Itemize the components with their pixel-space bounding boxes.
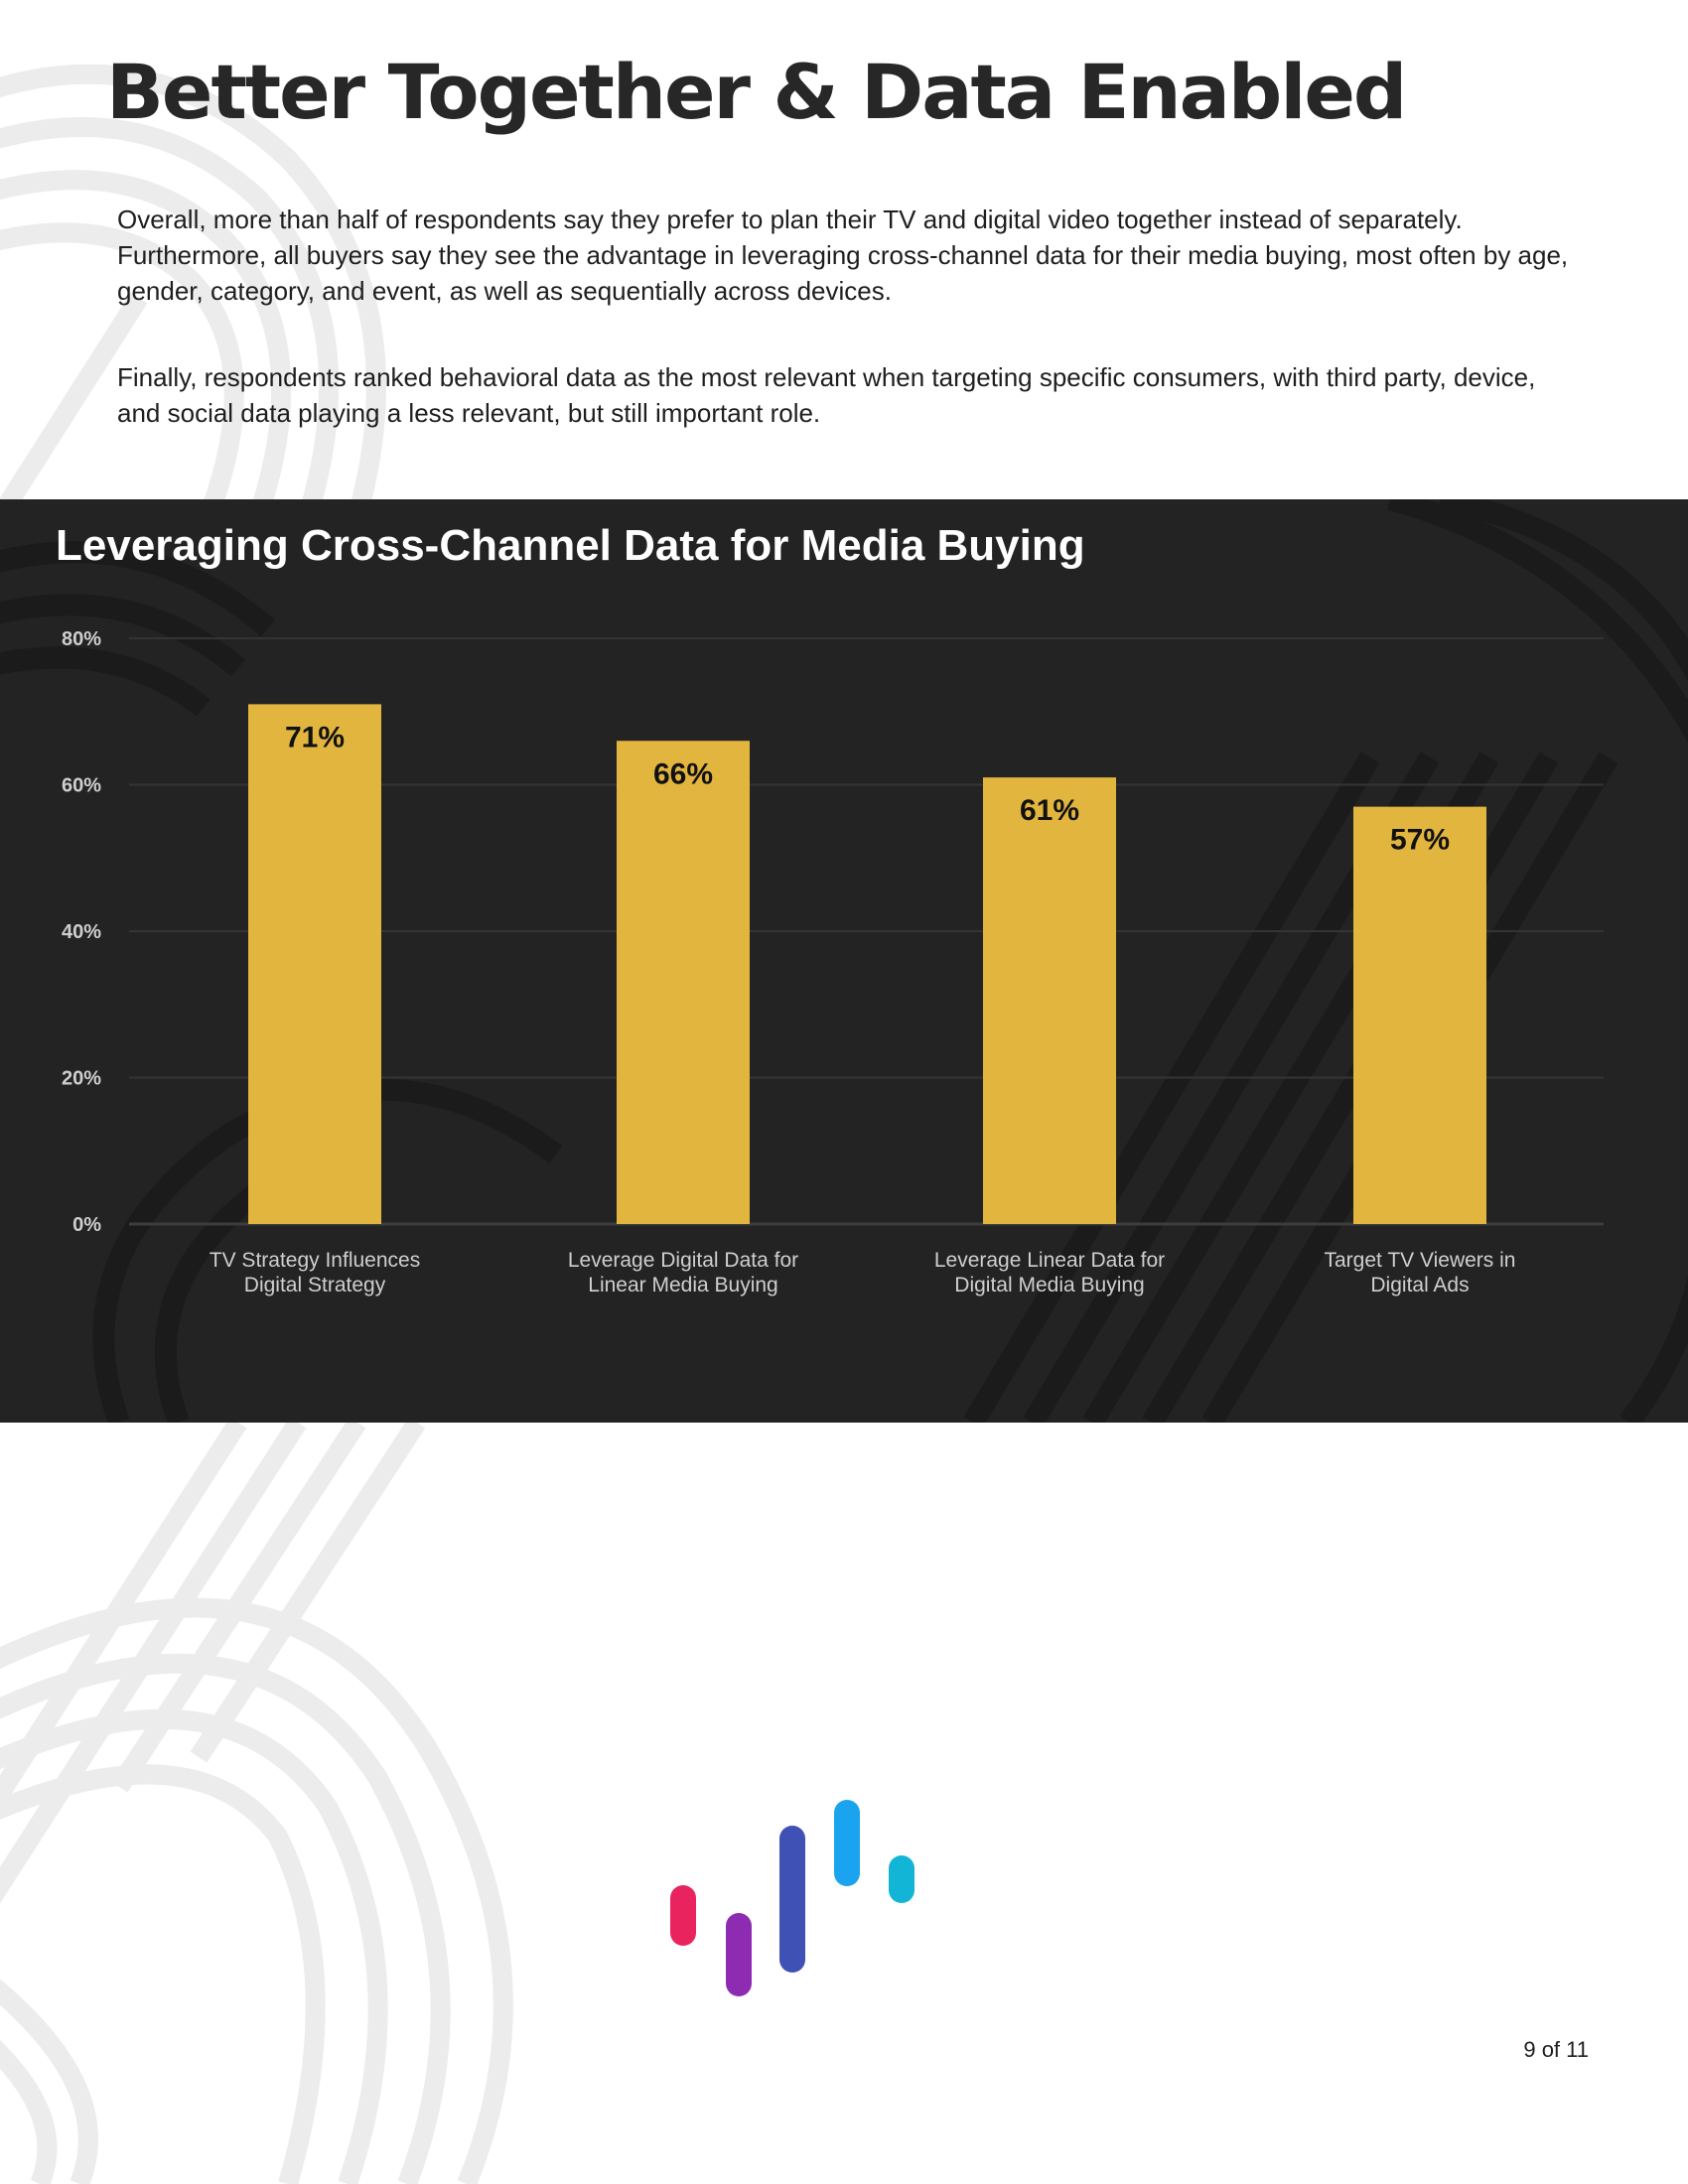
x-category-label: Leverage Linear Data for (933, 1249, 1166, 1272)
chart-panel (0, 499, 1688, 1423)
y-tick-label: 80% (61, 628, 101, 650)
y-tick-label: 0% (72, 1214, 101, 1236)
bar-chart (0, 499, 1688, 1423)
chart-title: Leveraging Cross-Channel Data for Media Buying (56, 521, 1085, 570)
x-category-label: Target TV Viewers in (1324, 1249, 1516, 1272)
page-number: 9 of 11 (1523, 2037, 1589, 2062)
x-category-label: Digital Media Buying (954, 1274, 1145, 1297)
brand-logo (663, 1799, 921, 2003)
targeting-paragraph: Finally, respondents ranked behavioral data as the most relevant when targeting specific consumers, with third party, device, and social data playing a less relevant, but still important role. (117, 362, 1536, 428)
bar-value-label: 57% (1389, 823, 1451, 857)
bar (617, 741, 750, 1224)
bar (1353, 807, 1486, 1224)
x-category-label: Digital Strategy (243, 1274, 386, 1297)
x-category-label: Linear Media Buying (588, 1274, 778, 1297)
bar (983, 777, 1116, 1224)
x-category-label: Leverage Digital Data for (567, 1249, 799, 1272)
bar (248, 704, 381, 1224)
x-category-label: Digital Ads (1370, 1274, 1470, 1297)
y-tick-label: 20% (61, 1067, 101, 1090)
bar-value-label: 66% (652, 757, 714, 791)
bar-value-label: 71% (284, 721, 346, 754)
x-category-label: TV Strategy Influences (209, 1249, 421, 1272)
y-tick-label: 60% (61, 774, 101, 797)
intro-paragraph: Overall, more than half of respondents say they prefer to plan their TV and digital video together instead of separately. Furthermore, all buyers say they see the advantage in leveraging cross-channel data for their media buying, most often by age, gender, category, and event, as well as sequentially across devices. (117, 205, 1569, 306)
y-tick-label: 40% (61, 921, 101, 943)
bar-value-label: 61% (1019, 794, 1080, 828)
page-title: Better Together & Data Enabled (106, 48, 1406, 136)
